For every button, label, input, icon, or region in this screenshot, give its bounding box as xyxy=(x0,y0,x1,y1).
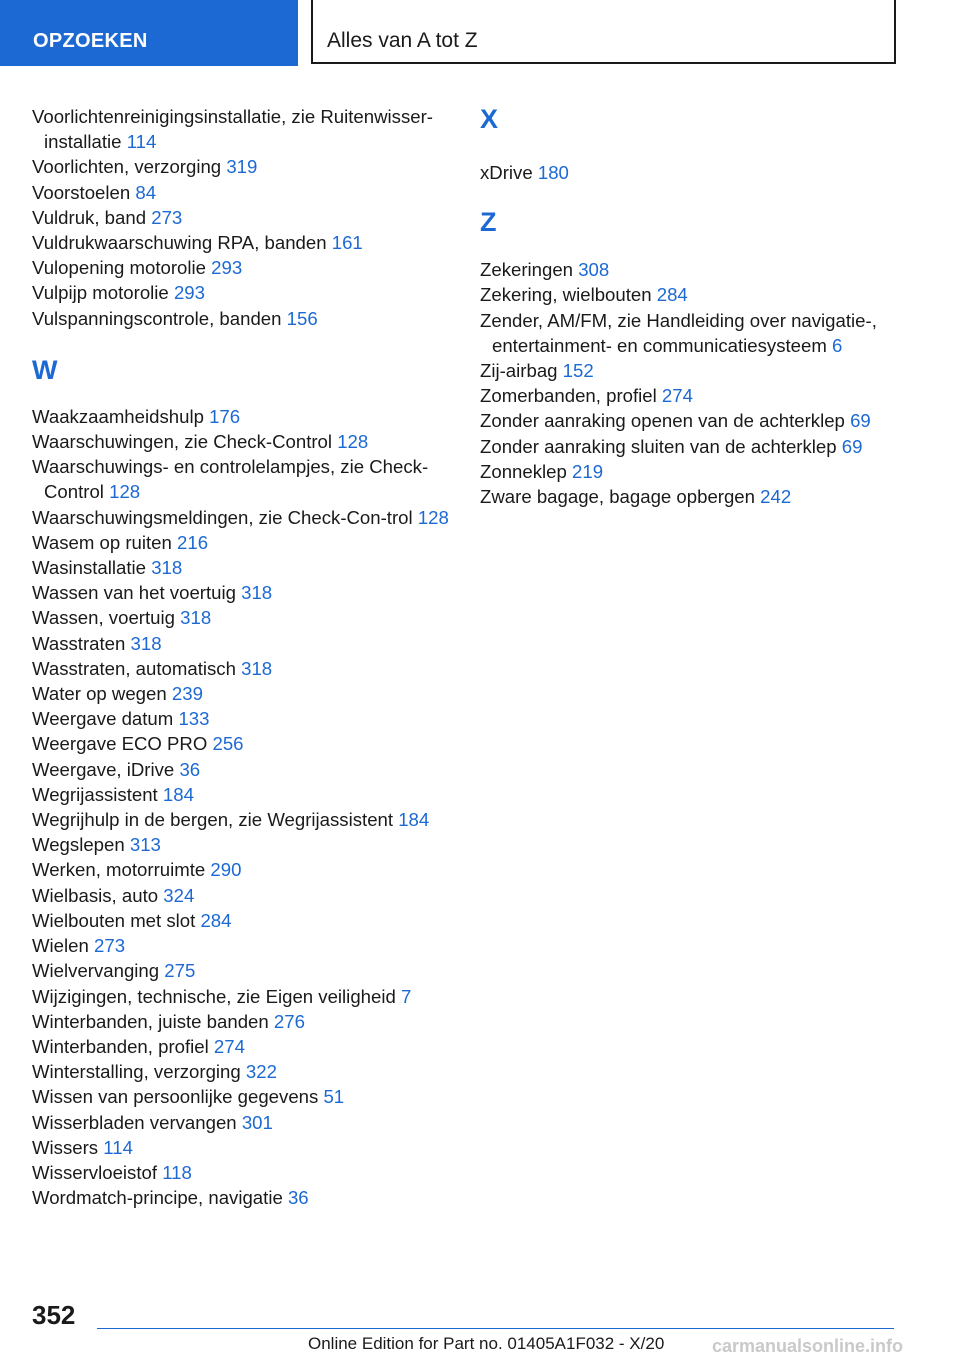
index-entry: xDrive 180 xyxy=(480,162,569,183)
index-entry: Winterbanden, juiste banden 276 xyxy=(32,1010,305,1032)
index-entry: Wassen van het voertuig 318 xyxy=(32,582,273,604)
index-entry: Wegslepen 313 xyxy=(32,834,161,856)
page-link[interactable]: 239 xyxy=(171,683,203,705)
page-link[interactable]: 242 xyxy=(760,486,792,508)
page-link[interactable]: 36 xyxy=(179,758,201,780)
index-entry: Winterbanden, profiel 274 xyxy=(32,1035,245,1057)
index-entry: Vulopening motorolie 293 xyxy=(32,257,243,279)
page-link[interactable]: 114 xyxy=(126,131,157,153)
page-link[interactable]: 7 xyxy=(401,985,412,1007)
page-link[interactable]: 290 xyxy=(210,859,242,881)
index-entry: Zonneklep 219 xyxy=(480,460,604,482)
page-header xyxy=(0,0,960,66)
page-link[interactable]: 301 xyxy=(241,1111,273,1133)
index-entry: Vuldrukwaarschuwing RPA, banden 161 xyxy=(32,232,363,254)
page-link[interactable]: 114 xyxy=(103,1136,133,1158)
index-entry: Wielvervanging 275 xyxy=(32,960,196,982)
index-group-v xyxy=(32,104,452,331)
page-link[interactable]: 6 xyxy=(832,334,843,356)
index-entry: Weergave ECO PRO 256 xyxy=(32,733,244,755)
page-link[interactable]: 128 xyxy=(417,506,449,528)
page-link[interactable]: 216 xyxy=(177,531,209,553)
index-entry: Wissen van persoonlijke gegevens 51 xyxy=(32,1086,345,1108)
page-number: 352 xyxy=(32,1300,76,1330)
index-entry: Wasinstallatie 318 xyxy=(32,557,183,579)
index-entry: Waarschuwings- en controlelampjes, zie Check-Control 128 xyxy=(32,456,429,503)
index-entry: Werken, motorruimte 290 xyxy=(32,859,242,881)
chapter-title: Alles van A tot Z xyxy=(311,0,896,64)
index-entry: Wielen 273 xyxy=(32,935,126,957)
letter-heading-z: Z xyxy=(480,207,497,238)
page-link[interactable]: 180 xyxy=(537,162,569,183)
page-link[interactable]: 284 xyxy=(200,909,232,931)
index-entry: Wasstraten, automatisch 318 xyxy=(32,657,273,679)
page-link[interactable]: 318 xyxy=(241,582,273,604)
page-link[interactable]: 318 xyxy=(130,632,162,654)
page-link[interactable]: 274 xyxy=(661,385,693,407)
index-entry: Wisserbladen vervangen 301 xyxy=(32,1111,273,1133)
page-link[interactable]: 308 xyxy=(578,259,610,281)
index-entry: Weergave, iDrive 36 xyxy=(32,758,201,780)
index-entry: Wielbouten met slot 284 xyxy=(32,909,232,931)
watermark: carmanualsonline.info xyxy=(712,1336,904,1356)
index-entry: Wassen, voertuig 318 xyxy=(32,607,212,629)
page-link[interactable]: 318 xyxy=(241,657,273,679)
index-entry: Water op wegen 239 xyxy=(32,683,203,705)
page-link[interactable]: 69 xyxy=(850,410,871,432)
page-link[interactable]: 256 xyxy=(212,733,244,755)
page-link[interactable]: 176 xyxy=(209,405,241,427)
index-entry: Zomerbanden, profiel 274 xyxy=(480,385,693,407)
page-link[interactable]: 51 xyxy=(323,1086,345,1108)
page-link[interactable]: 318 xyxy=(151,557,183,579)
index-entry: Wielbasis, auto 324 xyxy=(32,884,195,906)
footer-divider xyxy=(97,1328,894,1329)
page-link[interactable]: 219 xyxy=(572,460,604,482)
page-link[interactable]: 161 xyxy=(331,232,363,254)
index-entry: Wissers 114 xyxy=(32,1136,133,1158)
page-link[interactable]: 324 xyxy=(163,884,195,906)
index-entry: Waakzaamheidshulp 176 xyxy=(32,405,241,427)
index-column-right xyxy=(480,104,910,509)
index-entry: Wasstraten 318 xyxy=(32,632,162,654)
page-link[interactable]: 293 xyxy=(211,257,243,279)
index-entry: Zonder aanraking sluiten van de achterklep 69 xyxy=(480,435,863,457)
index-entry: Vuldruk, band 273 xyxy=(32,206,183,228)
index-column-left xyxy=(32,104,452,1210)
page-link[interactable]: 274 xyxy=(213,1035,245,1057)
index-entry: Zender, AM/FM, zie Handleiding over navigatie-, entertainment- en communicatiesysteem 6 xyxy=(480,309,877,356)
index-entry: Vulspanningscontrole, banden 156 xyxy=(32,307,318,329)
page-link[interactable]: 128 xyxy=(337,431,369,453)
letter-heading-x: X xyxy=(480,104,499,134)
index-group-w xyxy=(32,404,452,1211)
page-link[interactable]: 36 xyxy=(287,1187,309,1209)
index-entry: Zekeringen 308 xyxy=(480,259,610,281)
index-entry: Waarschuwingsmeldingen, zie Check-Con-trol 128 xyxy=(32,506,449,528)
index-entry: Zware bagage, bagage opbergen 242 xyxy=(480,486,792,508)
index-entry: Wisservloeistof 118 xyxy=(32,1161,192,1183)
page-link[interactable]: 275 xyxy=(164,960,196,982)
page-link[interactable]: 152 xyxy=(562,360,594,382)
page-link[interactable]: 293 xyxy=(173,282,205,304)
index-entry: Vulpijp motorolie 293 xyxy=(32,282,205,304)
index-entry: Weergave datum 133 xyxy=(32,708,210,730)
index-entry: Wasem op ruiten 216 xyxy=(32,531,209,553)
page-link[interactable]: 322 xyxy=(245,1061,277,1083)
page-link[interactable]: 273 xyxy=(94,935,126,957)
page-link[interactable]: 84 xyxy=(135,181,157,203)
page-link[interactable]: 184 xyxy=(398,809,430,831)
index-entry: Wegrijhulp in de bergen, zie Wegrijassistent 184 xyxy=(32,809,430,831)
letter-heading-w: W xyxy=(32,354,58,385)
page-link[interactable]: 318 xyxy=(180,607,212,629)
index-entry: Zonder aanraking openen van de achterklep 69 xyxy=(480,410,871,432)
index-entry: Waarschuwingen, zie Check-Control 128 xyxy=(32,431,369,453)
index-group-z xyxy=(480,257,910,509)
index-entry: Zekering, wielbouten 284 xyxy=(480,284,688,306)
page-link[interactable]: 156 xyxy=(286,307,318,329)
index-entry: Voorlichten, verzorging 319 xyxy=(32,156,258,178)
page-link[interactable]: 319 xyxy=(226,156,258,178)
page-link[interactable]: 118 xyxy=(162,1161,192,1183)
page-link[interactable]: 184 xyxy=(162,783,194,805)
index-entry: Wordmatch-principe, navigatie 36 xyxy=(32,1187,309,1209)
index-entry: Wijzigingen, technische, zie Eigen veiligheid 7 xyxy=(32,985,412,1007)
page-link[interactable]: 69 xyxy=(841,435,863,457)
index-entry: Zij-airbag 152 xyxy=(480,360,594,382)
section-tab-opzoeken[interactable]: OPZOEKEN xyxy=(0,0,298,66)
page-link[interactable]: 313 xyxy=(129,834,161,856)
edition-info: Online Edition for Part no. 01405A1F032 - X/20 xyxy=(308,1334,665,1353)
page-link[interactable]: 284 xyxy=(656,284,688,306)
index-group-x xyxy=(480,160,910,185)
index-entry: Wegrijassistent 184 xyxy=(32,783,194,805)
index-entry: Voorlichtenreinigingsinstallatie, zie Ruitenwisser-installatie 114 xyxy=(32,106,433,153)
index-entry: Voorstoelen 84 xyxy=(32,181,157,203)
page-link[interactable]: 273 xyxy=(151,206,183,228)
page-link[interactable]: 276 xyxy=(273,1010,305,1032)
page-link[interactable]: 133 xyxy=(178,708,210,730)
index-entry: Winterstalling, verzorging 322 xyxy=(32,1061,277,1083)
page-link[interactable]: 128 xyxy=(109,481,141,503)
